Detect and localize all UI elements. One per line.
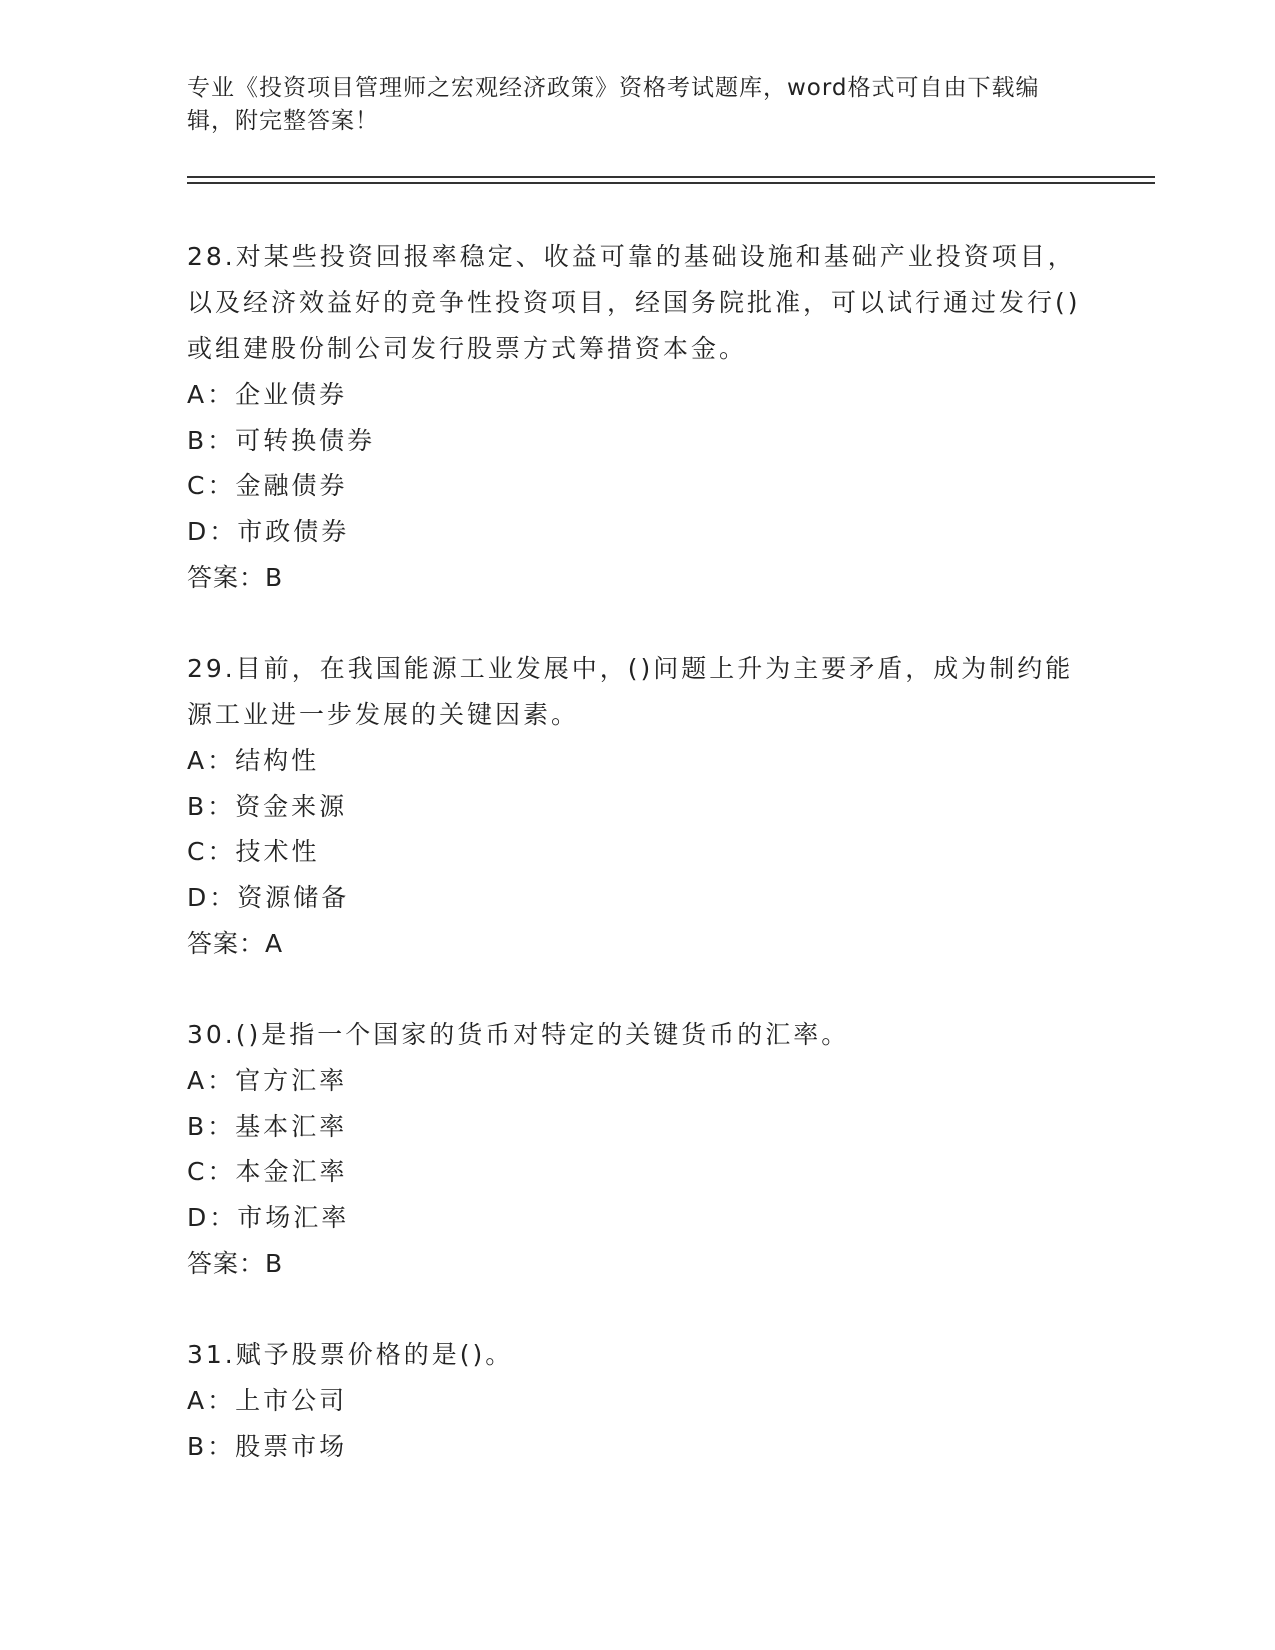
option-b: B：资金来源 <box>187 791 348 821</box>
document-header: 专业《投资项目管理师之宏观经济政策》资格考试题库，word格式可自由下载编辑，附完整答案！ <box>187 75 1040 134</box>
option-d: D：资源储备 <box>187 882 350 912</box>
option-b: B：股票市场 <box>187 1431 348 1461</box>
question-stem: 28.对某些投资回报率稳定、收益可靠的基础设施和基础产业投资项目，以及经济效益好的竞争性投资项目，经国务院批准，可以试行通过发行()或组建股份制公司发行股票方式筹措资本金。 <box>187 242 1081 363</box>
option-a: A：企业债券 <box>187 380 348 409</box>
option-a: A：上市公司 <box>187 1386 348 1415</box>
option-c: C：金融债券 <box>187 471 348 500</box>
option-c: C：本金汇率 <box>187 1157 348 1186</box>
question-31 <box>187 1332 1087 1469</box>
answer-label: 答案：A <box>187 929 284 958</box>
option-b: B：可转换债券 <box>187 425 376 455</box>
option-a: A：结构性 <box>187 746 320 775</box>
question-list <box>187 234 1087 1513</box>
question-28 <box>187 234 1087 602</box>
answer-label: 答案：B <box>187 1249 284 1278</box>
header-divider-bottom <box>187 182 1155 184</box>
option-d: D：市场汇率 <box>187 1202 350 1232</box>
question-30 <box>187 1012 1087 1288</box>
question-stem: 30.()是指一个国家的货币对特定的关键货币的汇率。 <box>187 1020 850 1049</box>
question-29 <box>187 646 1087 968</box>
option-c: C：技术性 <box>187 837 320 866</box>
answer-label: 答案：B <box>187 563 284 592</box>
header-divider-top <box>187 176 1155 178</box>
option-b: B：基本汇率 <box>187 1111 348 1141</box>
option-d: D：市政债券 <box>187 516 350 546</box>
question-stem: 31.赋予股票价格的是()。 <box>187 1340 514 1369</box>
option-a: A：官方汇率 <box>187 1066 348 1095</box>
question-stem: 29.目前，在我国能源工业发展中，()问题上升为主要矛盾，成为制约能源工业进一步发展的关键因素。 <box>187 654 1074 729</box>
